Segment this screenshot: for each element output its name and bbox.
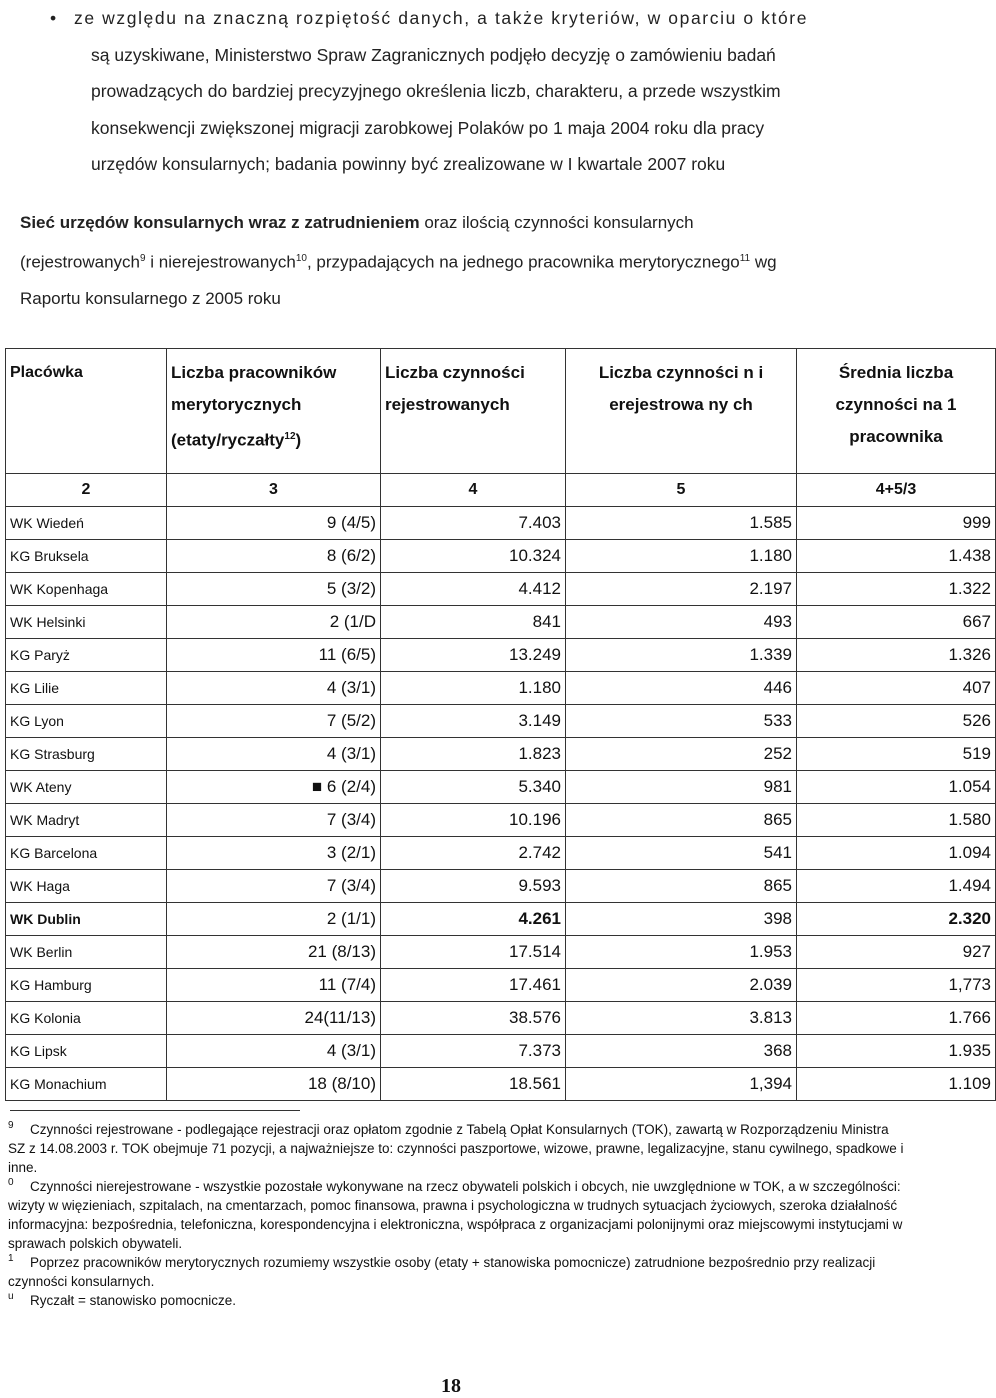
header-line: Liczba czynności: [385, 363, 525, 382]
cell-average: 927: [797, 936, 996, 969]
cell-registered: 3.149: [381, 705, 566, 738]
cell-staff: 11 (6/5): [167, 639, 381, 672]
cell-registered: 18.561: [381, 1068, 566, 1101]
footnote-mark: 0: [8, 1177, 14, 1188]
bullet-line: prowadzących do bardziej precyzyjnego określenia liczb, charakteru, a przede wszystkim: [91, 81, 781, 101]
footnote: [8, 1120, 908, 1177]
cell-staff: ■ 6 (2/4): [167, 771, 381, 804]
cell-unregistered: 1.953: [566, 936, 797, 969]
cell-placowka: WK Helsinki: [6, 606, 167, 639]
cell-staff: 5 (3/2): [167, 573, 381, 606]
header-unregistered: [566, 349, 797, 474]
cell-average: 1.094: [797, 837, 996, 870]
cell-average: 526: [797, 705, 996, 738]
heading-text: i nierejestrowanych: [145, 252, 296, 272]
footnotes: [8, 1120, 908, 1310]
cell-placowka: KG Bruksela: [6, 540, 167, 573]
table-row: [6, 738, 996, 771]
table-row: [6, 969, 996, 1002]
cell-staff: 2 (1/D: [167, 606, 381, 639]
table-row: [6, 936, 996, 969]
column-number: 4: [381, 474, 566, 507]
cell-unregistered: 865: [566, 870, 797, 903]
heading-text: Raportu konsularnego z 2005 roku: [20, 288, 281, 308]
cell-average: 519: [797, 738, 996, 771]
header-line: erejestrowa ny ch: [609, 395, 753, 414]
cell-registered: 5.340: [381, 771, 566, 804]
header-line: rejestrowanych: [385, 395, 510, 414]
cell-unregistered: 398: [566, 903, 797, 936]
cell-registered: 4.412: [381, 573, 566, 606]
cell-unregistered: 1.339: [566, 639, 797, 672]
cell-registered: 13.249: [381, 639, 566, 672]
header-line: Liczba pracowników: [171, 363, 337, 382]
cell-registered: 2.742: [381, 837, 566, 870]
column-number: 5: [566, 474, 797, 507]
cell-placowka: WK Dublin: [6, 903, 167, 936]
cell-placowka: WK Haga: [6, 870, 167, 903]
bullet-line: są uzyskiwane, Ministerstwo Spraw Zagranicznych podjęło decyzję o zamówieniu badań: [91, 44, 776, 65]
table-row: [6, 639, 996, 672]
footnote-mark: 9: [8, 1120, 14, 1131]
cell-unregistered: 493: [566, 606, 797, 639]
cell-average: 667: [797, 606, 996, 639]
cell-placowka: KG Lipsk: [6, 1035, 167, 1068]
cell-staff: 7 (3/4): [167, 870, 381, 903]
cell-registered: 38.576: [381, 1002, 566, 1035]
cell-staff: 24(11/13): [167, 1002, 381, 1035]
table-row: [6, 1002, 996, 1035]
cell-unregistered: 252: [566, 738, 797, 771]
cell-placowka: KG Lilie: [6, 672, 167, 705]
table-row: [6, 507, 996, 540]
cell-placowka: WK Berlin: [6, 936, 167, 969]
table-row: [6, 771, 996, 804]
footnote-ref: 11: [739, 253, 751, 264]
consular-table: [5, 348, 996, 1101]
header-line: ): [295, 430, 302, 450]
header-line: (etaty/ryczałty: [171, 430, 285, 450]
cell-registered: 4.261: [381, 903, 566, 936]
heading-text: (rejestrowanych: [20, 252, 140, 272]
cell-staff: 4 (3/1): [167, 738, 381, 771]
cell-placowka: KG Barcelona: [6, 837, 167, 870]
table-row: [6, 540, 996, 573]
cell-registered: 17.461: [381, 969, 566, 1002]
footnote: [8, 1291, 908, 1310]
footnote-text: Czynności nierejestrowane - wszystkie pozostałe wykonywane na rzecz obywateli polskich i obcych, nie uwzględnione w TOK, a w szczególności: wizyty w więzieniach, szpitalach, na cmentarzach, pomoc finansowa, prawna i psychologiczna w trudnych sytuacjach życiowych, szeroka działalność informacyjna: bezpośrednia, telefoniczna, korespondencyjna i elektroniczna, współpraca z organizacjami polonijnymi oraz miejscowymi instytucjami w sprawach polskich obywateli.: [8, 1179, 903, 1251]
cell-average: 1.580: [797, 804, 996, 837]
cell-staff: 21 (8/13): [167, 936, 381, 969]
page-number: 18: [441, 1375, 461, 1397]
cell-registered: 17.514: [381, 936, 566, 969]
cell-registered: 10.196: [381, 804, 566, 837]
cell-registered: 9.593: [381, 870, 566, 903]
column-number-row: [6, 474, 996, 507]
footnote-mark: u: [8, 1291, 14, 1302]
heading-text: oraz ilością czynności konsularnych: [419, 213, 694, 232]
cell-registered: 10.324: [381, 540, 566, 573]
cell-placowka: KG Strasburg: [6, 738, 167, 771]
footnote: [8, 1177, 908, 1253]
header-average: [797, 349, 996, 474]
cell-average: 2.320: [797, 903, 996, 936]
header-line: merytorycznych: [171, 395, 302, 414]
footnote-mark: 1: [8, 1253, 14, 1264]
table-row: [6, 672, 996, 705]
header-staff: [167, 349, 381, 474]
cell-unregistered: 2.197: [566, 573, 797, 606]
table-body: [6, 507, 996, 1101]
bullet-icon: •: [50, 8, 57, 28]
cell-unregistered: 368: [566, 1035, 797, 1068]
table-header-row: [6, 349, 996, 474]
cell-staff: 4 (3/1): [167, 1035, 381, 1068]
cell-unregistered: 446: [566, 672, 797, 705]
cell-average: 1.054: [797, 771, 996, 804]
column-number: 2: [6, 474, 167, 507]
table-row: [6, 870, 996, 903]
cell-average: 1.438: [797, 540, 996, 573]
footnote-text: Ryczałt = stanowisko pomocnicze.: [30, 1293, 236, 1308]
column-number: 3: [167, 474, 381, 507]
cell-average: 1.326: [797, 639, 996, 672]
bullet-line: urzędów konsularnych; badania powinny być zrealizowane w I kwartale 2007 roku: [91, 154, 726, 174]
table-row: [6, 903, 996, 936]
header-registered: [381, 349, 566, 474]
footnote: [8, 1253, 908, 1291]
cell-average: 1.494: [797, 870, 996, 903]
cell-unregistered: 1.585: [566, 507, 797, 540]
footnote-text: Poprzez pracowników merytorycznych rozumiemy wszystkie osoby (etaty + stanowiska pomocnicze) zatrudnione bezpośrednio przy realizacji czynności konsularnych.: [8, 1255, 876, 1289]
footnote-divider: [10, 1110, 300, 1111]
cell-average: 1,773: [797, 969, 996, 1002]
table-row: [6, 1068, 996, 1101]
cell-placowka: KG Hamburg: [6, 969, 167, 1002]
cell-unregistered: 541: [566, 837, 797, 870]
table-row: [6, 804, 996, 837]
cell-placowka: WK Madryt: [6, 804, 167, 837]
cell-unregistered: 1,394: [566, 1068, 797, 1101]
cell-placowka: WK Kopenhaga: [6, 573, 167, 606]
footnote-text: Czynności rejestrowane - podlegające rejestracji oraz opłatom zgodnie z Tabelą Opłat Konsularnych (TOK), zawartą w Rozporządzeniu Ministra SZ z 14.08.2003 r. TOK obejmuje 71 pozycji, a najważniejsze to: czynności paszportowe, wizowe, prawne, legalizacyjne, stanu cywilnego, spadkowe i inne.: [8, 1122, 904, 1175]
cell-registered: 7.373: [381, 1035, 566, 1068]
cell-registered: 1.180: [381, 672, 566, 705]
cell-registered: 7.403: [381, 507, 566, 540]
footnote-ref: 10: [295, 253, 307, 264]
heading-text: wg: [750, 252, 777, 272]
cell-placowka: WK Wiedeń: [6, 507, 167, 540]
table-row: [6, 1035, 996, 1068]
cell-staff: 7 (3/4): [167, 804, 381, 837]
cell-staff: 4 (3/1): [167, 672, 381, 705]
header-line: czynności na 1: [835, 395, 957, 414]
cell-average: 1.322: [797, 573, 996, 606]
bullet-line: konsekwencji zwiększonej migracji zarobkowej Polaków po 1 maja 2004 roku dla pracy: [91, 117, 765, 138]
cell-unregistered: 981: [566, 771, 797, 804]
cell-placowka: KG Lyon: [6, 705, 167, 738]
header-line: Liczba czynności n i: [598, 363, 764, 382]
table-row: [6, 573, 996, 606]
cell-average: 999: [797, 507, 996, 540]
cell-staff: 18 (8/10): [167, 1068, 381, 1101]
cell-staff: 2 (1/1): [167, 903, 381, 936]
cell-registered: 841: [381, 606, 566, 639]
table-row: [6, 606, 996, 639]
cell-staff: 7 (5/2): [167, 705, 381, 738]
cell-placowka: WK Ateny: [6, 771, 167, 804]
heading-bold: Sieć urzędów konsularnych wraz z zatrudnieniem: [20, 213, 420, 232]
cell-unregistered: 533: [566, 705, 797, 738]
cell-registered: 1.823: [381, 738, 566, 771]
header-line: Średnia liczba: [838, 363, 954, 382]
table-row: [6, 837, 996, 870]
cell-staff: 8 (6/2): [167, 540, 381, 573]
cell-average: 1.766: [797, 1002, 996, 1035]
heading-text: , przypadających na jednego pracownika merytorycznego: [306, 252, 740, 272]
cell-average: 1.935: [797, 1035, 996, 1068]
bullet-paragraph: [50, 0, 930, 183]
column-number: 4+5/3: [797, 474, 996, 507]
cell-placowka: KG Paryż: [6, 639, 167, 672]
header-placowka: Placówka: [6, 349, 167, 474]
cell-staff: 3 (2/1): [167, 837, 381, 870]
cell-average: 407: [797, 672, 996, 705]
cell-unregistered: 1.180: [566, 540, 797, 573]
cell-staff: 9 (4/5): [167, 507, 381, 540]
cell-unregistered: 865: [566, 804, 797, 837]
table-heading: [20, 205, 940, 317]
cell-average: 1.109: [797, 1068, 996, 1101]
cell-unregistered: 3.813: [566, 1002, 797, 1035]
cell-placowka: KG Kolonia: [6, 1002, 167, 1035]
bullet-line: ze względu na znaczną rozpiętość danych, a także kryteriów, w oparciu o które: [74, 8, 809, 28]
table-row: [6, 705, 996, 738]
cell-staff: 11 (7/4): [167, 969, 381, 1002]
cell-unregistered: 2.039: [566, 969, 797, 1002]
footnote-ref: 12: [284, 431, 296, 442]
footnote-ref: 9: [140, 253, 146, 264]
header-line: pracownika: [849, 427, 943, 446]
cell-placowka: KG Monachium: [6, 1068, 167, 1101]
